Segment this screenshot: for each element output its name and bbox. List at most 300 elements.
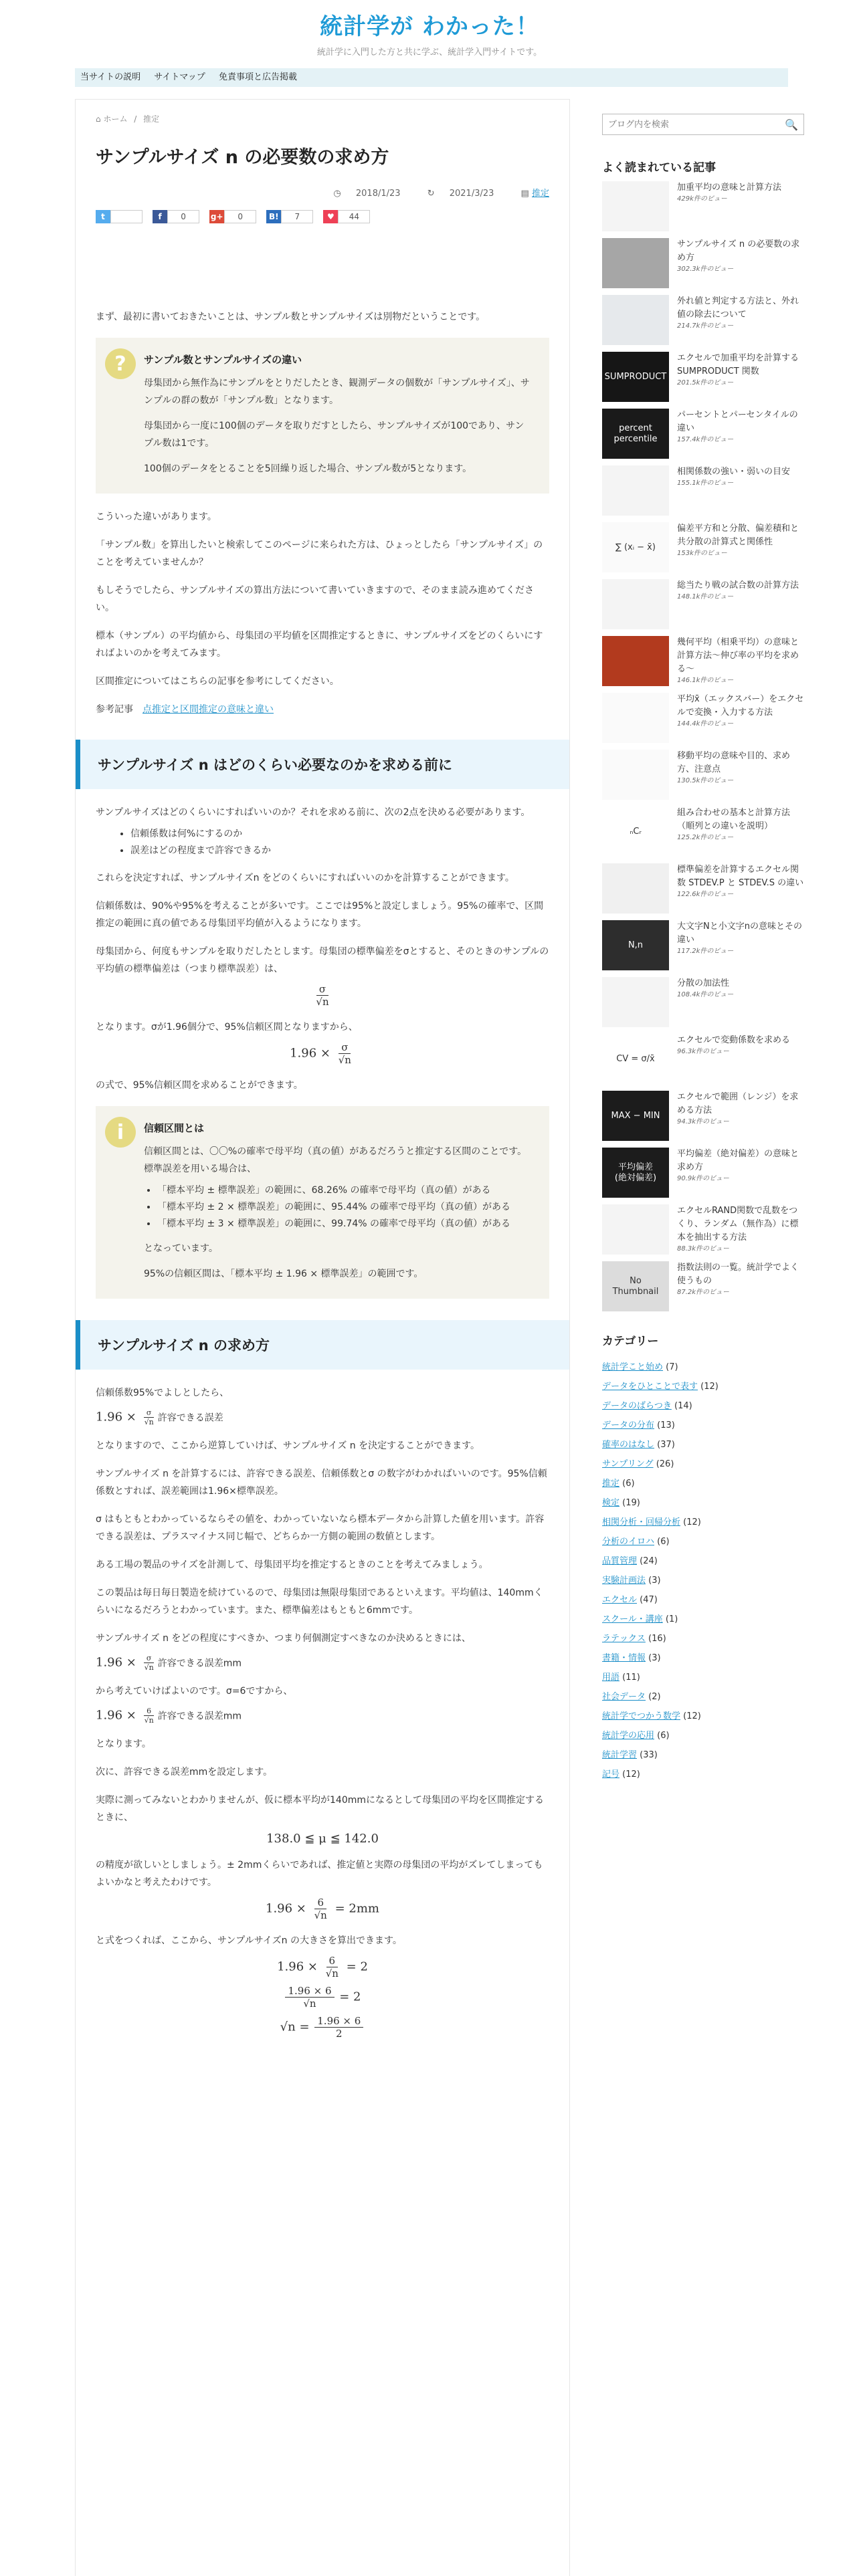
denominator: √n (338, 1054, 351, 1067)
popular-post-text (677, 750, 804, 800)
formula-result: = 2mm (335, 1901, 379, 1916)
paragraph: ある工場の製品のサイズを計測して、母集団平均を推定するときのことを考えてみましょう。 (96, 1560, 488, 1571)
share-googleplus[interactable] (209, 210, 256, 223)
numerator: 6 (144, 1707, 154, 1716)
popular-post-text (677, 409, 804, 459)
paragraph: サンプルサイズはどのくらいにすればいいのか？それを求める前に、次の2点を決める必要があります。 (96, 807, 531, 819)
popular-post-item[interactable] (602, 977, 804, 1027)
fraction (142, 1408, 157, 1426)
post-thumbnail[interactable] (602, 238, 669, 288)
paragraph: サンプルサイズ n をどの程度にすべきか、つまり何個測定すべきなのか決めるときには、 (96, 1633, 471, 1644)
post-thumbnail[interactable]: No Thumbnail (602, 1261, 669, 1311)
denominator: √n (316, 996, 329, 1008)
post-thumbnail[interactable]: CV = σ/x̄ (602, 1034, 669, 1084)
category-link[interactable]: データの分布 (602, 1420, 655, 1430)
paragraph: この製品は毎日毎日製造を続けているので、母集団は無限母集団であるといえます。平均値は、140mmくらいになるだろうとわかっています。また、標準偏差はもともと6mmです。 (96, 1588, 543, 1616)
popular-post-item[interactable] (602, 579, 804, 629)
updated-date (415, 189, 494, 199)
googleplus-icon: g+ (209, 210, 224, 223)
popular-post-title[interactable]: 相関係数の強い・弱いの目安 (677, 467, 791, 477)
info-box-text: 95%の信頼区間は、「標本平均 ± 1.96 × 標準誤差」の範囲です。 (144, 1269, 423, 1280)
numerator: 6 (314, 1897, 326, 1909)
category-item (602, 1648, 804, 1668)
section-heading-1: サンプルサイズ n はどのくらい必要なのかを求める前に (76, 740, 570, 789)
category-item (602, 1610, 804, 1629)
category-link[interactable]: スクール・講座 (602, 1614, 663, 1624)
site-header (0, 0, 859, 66)
popular-post-views: 108.4k件のビュー (677, 991, 734, 998)
nav-sitemap[interactable]: サイトマップ (154, 72, 205, 82)
popular-post-item[interactable] (602, 181, 804, 231)
popular-post-text (677, 1261, 804, 1311)
sidebar (602, 114, 804, 1784)
formula-coefficient: 1.96 × (277, 1959, 318, 1974)
popular-post-item[interactable] (602, 807, 804, 857)
share-twitter-count (110, 210, 142, 223)
denominator: √n (144, 1663, 154, 1673)
share-facebook[interactable] (153, 210, 199, 223)
formula-coefficient: 1.96 × (96, 1655, 136, 1670)
popular-post-views: 130.5k件のビュー (677, 777, 734, 784)
category-item (602, 1590, 804, 1610)
popular-post-title[interactable]: 平均偏差（絶対偏差）の意味と求め方 (677, 1149, 799, 1172)
share-facebook-count: 0 (167, 210, 199, 223)
popular-post-title[interactable]: 平均x̄（エックスバー）をエクセルで変換・入力する方法 (677, 694, 804, 718)
share-pocket-count: 44 (338, 210, 370, 223)
breadcrumb-current: 推定 (143, 114, 160, 124)
question-icon: ? (105, 348, 136, 379)
paragraph: 信頼係数は、90%や95%を考えることが多いです。ここでは95%と設定しましょう。95%の確率で、区間推定の範囲に真の値である母集団平均値が入るようになります。 (96, 901, 544, 930)
formula-2mm (96, 1897, 549, 1921)
popular-post-title[interactable]: 移動平均の意味や目的、求め方、注意点 (677, 751, 791, 774)
category-link[interactable]: 確率のはなし (602, 1440, 655, 1450)
list-item: • 誤差はどの程度まで許容できるか (130, 843, 549, 859)
category-count: (11) (622, 1673, 640, 1683)
paragraph: となります。 (96, 1739, 151, 1750)
category-link[interactable]: データのばらつき (602, 1401, 672, 1411)
post-thumbnail[interactable] (602, 579, 669, 629)
nav-about[interactable]: 当サイトの説明 (80, 72, 141, 82)
category-link[interactable]: ラテックス (602, 1634, 646, 1644)
post-thumbnail[interactable] (602, 863, 669, 914)
formula-196-se (96, 1041, 549, 1066)
nav-disclaimer[interactable]: 免責事項と広告掲載 (218, 72, 297, 82)
popular-post-text (677, 863, 804, 914)
post-thumbnail[interactable] (602, 295, 669, 345)
category-item (602, 1416, 804, 1435)
popular-post-title[interactable]: サンプルサイズ n の必要数の求め方 (677, 239, 800, 263)
updated-date-text: 2021/3/23 (449, 189, 494, 199)
post-thumbnail[interactable]: SUMPRODUCT (602, 352, 669, 402)
category-item (602, 1726, 804, 1745)
breadcrumb-home[interactable]: ホーム (103, 114, 128, 124)
search-input[interactable] (608, 120, 775, 130)
entry-meta (96, 186, 549, 199)
paragraph: 信頼係数95%でよしとしたら、 (96, 1388, 229, 1399)
formula-sigma-six (96, 1707, 549, 1725)
search-icon[interactable]: 🔍 (785, 118, 798, 131)
formula-coefficient: 1.96 × (96, 1410, 136, 1424)
numerator: σ (144, 1654, 155, 1663)
category-item (602, 1513, 804, 1532)
paragraph: 標本（サンプル）の平均値から、母集団の平均値を区間推定するときに、サンプルサイズをどのくらいにすればよいのかを考えてみます。 (96, 631, 543, 659)
search-box (602, 114, 804, 135)
paragraph: 次に、許容できる誤差mmを設定します。 (96, 1767, 273, 1778)
popular-post-title[interactable]: エクセルRAND関数で乱数をつくり、ランダム（無作為）に標本を抽出する方法 (677, 1206, 799, 1243)
facebook-icon: f (153, 210, 167, 223)
share-hatena[interactable] (266, 210, 313, 223)
info-box (96, 1106, 549, 1299)
popular-post-views: 122.6k件のビュー (677, 891, 734, 898)
category-count: (7) (666, 1362, 678, 1372)
popular-post-title[interactable]: 分散の加法性 (677, 978, 730, 988)
category-item (602, 1493, 804, 1513)
popular-posts (602, 158, 804, 1311)
popular-post-item[interactable] (602, 352, 804, 402)
section-heading-2: サンプルサイズ n の求め方 (76, 1320, 570, 1370)
popular-posts-title: よく読まれている記事 (602, 161, 716, 175)
site-description: 統計学に入門した方と共に学ぶ、統計学入門サイトです。 (316, 47, 543, 58)
published-date (321, 189, 400, 199)
home-icon: ⌂ (96, 114, 101, 124)
ad-space (96, 224, 549, 298)
fraction (312, 1897, 330, 1921)
category-item (602, 1532, 804, 1551)
popular-post-text (677, 352, 804, 402)
categories-title: カテゴリー (602, 1335, 659, 1348)
info-box-list (157, 1183, 532, 1232)
category-count: (26) (656, 1459, 674, 1469)
share-googleplus-count: 0 (224, 210, 256, 223)
share-hatena-count: 7 (281, 210, 313, 223)
denominator: √n (314, 1909, 327, 1922)
popular-post-text (677, 1148, 804, 1198)
global-nav (75, 68, 788, 87)
category-link[interactable]: 社会データ (602, 1692, 646, 1702)
popular-post-title[interactable]: パーセントとパーセンタイルの違い (677, 410, 798, 433)
formula-text: 許容できる誤差mm (157, 1711, 242, 1722)
fraction (142, 1654, 157, 1672)
intro-paragraph: まず、最初に書いておきたいことは、サンプル数とサンプルサイズは別物だということです。 (96, 312, 486, 323)
formula-coefficient: 1.96 × (290, 1046, 330, 1061)
category-link[interactable]: 検定 (602, 1498, 620, 1508)
popular-post-views: 214.7k件のビュー (677, 322, 734, 330)
article-main (75, 99, 570, 2576)
category-link[interactable]: 書籍・情報 (602, 1653, 646, 1663)
popular-post-text (677, 295, 804, 345)
share-buttons (96, 209, 549, 224)
denominator: √n (144, 1418, 154, 1427)
popular-post-item[interactable] (602, 1034, 804, 1084)
info-box-text: 信頼区間とは、〇〇%の確率で母平均（真の値）があるだろうと推定する区間のことです。標準誤差を用いる場合は、 (144, 1146, 527, 1175)
popular-post-title[interactable]: 偏差平方和と分散、偏差積和と共分散の計算式と関係性 (677, 524, 799, 547)
post-thumbnail[interactable] (602, 977, 669, 1027)
popular-post-text (677, 920, 804, 970)
category-count: (12) (683, 1517, 701, 1527)
post-thumbnail[interactable] (602, 1204, 669, 1255)
popular-post-item[interactable] (602, 522, 804, 572)
popular-post-text (677, 465, 790, 516)
popular-post-item[interactable] (602, 920, 804, 970)
popular-post-views: 153k件のビュー (677, 550, 727, 557)
popular-post-views: 125.2k件のビュー (677, 834, 734, 841)
popular-post-text (677, 1091, 804, 1141)
category-count: (24) (640, 1556, 658, 1566)
popular-post-text (677, 807, 804, 857)
fraction (285, 1985, 334, 2010)
formula-eq2-combined (96, 1985, 549, 2010)
category-count: (19) (622, 1498, 640, 1508)
post-thumbnail[interactable]: ∑ (xᵢ − x̄) (602, 522, 669, 572)
post-thumbnail[interactable]: 平均偏差 (絶対偏差) (602, 1148, 669, 1198)
popular-post-text (677, 181, 781, 231)
popular-posts-list (602, 181, 804, 1311)
popular-post-title[interactable]: エクセルで範囲（レンジ）を求める方法 (677, 1092, 799, 1115)
popular-post-text (677, 693, 804, 743)
question-box-text: 母集団から一度に100個のデータを取りだすとしたら、サンプルサイズが100であり、サンプル数は1です。 (144, 421, 524, 449)
formula-range: 138.0 ≦ μ ≦ 142.0 (266, 1832, 379, 1846)
category-link[interactable]: データをひとことで表す (602, 1382, 698, 1392)
numerator: 1.96 × 6 (285, 1985, 334, 1998)
popular-post-text (677, 1204, 804, 1255)
category-item (602, 1358, 804, 1377)
popular-post-views: 87.2k件のビュー (677, 1289, 730, 1296)
hatena-icon: B! (266, 210, 281, 223)
post-thumbnail[interactable]: ₙCᵣ (602, 807, 669, 857)
category-link[interactable]: 分析のイロハ (602, 1537, 655, 1547)
post-thumbnail[interactable] (602, 750, 669, 800)
formula-sqrt-n: √n = $\frac{1.96 \times 6}{2}$ (96, 2015, 549, 2040)
fraction (313, 983, 331, 1008)
popular-post-item[interactable] (602, 465, 804, 516)
categories (602, 1331, 804, 1784)
post-thumbnail[interactable] (602, 465, 669, 516)
paragraph: これらを決定すれば、サンプルサイズn をどのくらいにすればいいのかを計算することができます。 (96, 873, 514, 884)
category-link[interactable]: 統計学でつかう数学 (602, 1711, 681, 1721)
category-link[interactable]: 統計学こと始め (602, 1362, 664, 1372)
paragraph: サンプルサイズ n を計算するには、許容できる誤差、信頼係数とσ の数字がわかればいいのです。95%信頼係数とすれば、誤差範囲は1.96×標準誤差。 (96, 1469, 547, 1497)
popular-post-title[interactable]: 幾何平均（相乗平均）の意味と計算方法〜伸び率の平均を求める〜 (677, 637, 799, 674)
popular-post-item[interactable] (602, 409, 804, 459)
reference-label: 参考記事 (96, 704, 133, 716)
category-item (602, 1687, 804, 1707)
formula-result: = 2 (346, 1959, 368, 1974)
popular-post-views: 117.2k件のビュー (677, 948, 734, 955)
popular-post-title[interactable]: 指数法則の一覧。統計学でよく使うもの (677, 1263, 799, 1286)
paragraph: 区間推定についてはこちらの記事を参考にしてください。 (96, 676, 339, 687)
post-thumbnail[interactable] (602, 693, 669, 743)
formula-coefficient: 1.96 × (96, 1708, 136, 1723)
popular-post-item[interactable] (602, 1148, 804, 1198)
category-item (602, 1551, 804, 1571)
category-item (602, 1396, 804, 1416)
question-box (96, 338, 549, 494)
paragraph: となりますので、ここから逆算していけば、サンプルサイズ n を決定することができます。 (96, 1440, 480, 1452)
popular-post-views: 94.3k件のビュー (677, 1118, 730, 1125)
popular-post-views: 148.1k件のビュー (677, 593, 734, 601)
category-link[interactable]: 記号 (602, 1769, 620, 1780)
fraction (142, 1707, 157, 1725)
list-item: • 「標本平均 ± 3 × 標準誤差」の範囲に、99.74% の確率で母平均（真の値）がある (157, 1216, 532, 1232)
popular-post-text (677, 579, 799, 629)
post-thumbnail[interactable] (602, 181, 669, 231)
share-pocket[interactable] (323, 210, 370, 223)
popular-post-item[interactable] (602, 863, 804, 914)
category-count: (6) (657, 1537, 670, 1547)
category-count: (13) (657, 1420, 675, 1430)
category-link[interactable]: 実験計画法 (602, 1576, 646, 1586)
popular-post-views: 201.5k件のビュー (677, 379, 734, 387)
category-count: (3) (648, 1576, 661, 1586)
share-twitter[interactable] (96, 210, 142, 223)
info-icon: i (105, 1117, 136, 1148)
post-thumbnail[interactable]: MAX − MIN (602, 1091, 669, 1141)
category-link[interactable]: 統計学習 (602, 1750, 638, 1760)
popular-post-title[interactable]: エクセルで変動係数を求める (677, 1035, 791, 1045)
category-count: (12) (683, 1711, 701, 1721)
entry-category-link[interactable]: 推定 (531, 189, 549, 199)
category-item (602, 1629, 804, 1648)
reference-line (96, 701, 549, 718)
category-count: (6) (657, 1731, 670, 1741)
formula-result: = 2 (339, 1990, 361, 2004)
paragraph: 母集団から、何度もサンプルを取りだしたとします。母集団の標準偏差をσとすると、そのときのサンプルの平均値の標準偏差は（つまり標準誤差）は、 (96, 946, 549, 975)
popular-post-item[interactable] (602, 238, 804, 288)
formula-coefficient: 1.96 × (266, 1901, 306, 1916)
question-box-title: サンプル数とサンプルサイズの違い (144, 354, 302, 366)
popular-post-text (677, 522, 804, 572)
category-count: (47) (640, 1595, 658, 1605)
list-item: • 信頼係数は何%にするのか (130, 827, 549, 842)
category-link[interactable]: 品質管理 (602, 1556, 638, 1566)
popular-post-title[interactable]: 加重平均の意味と計算方法 (677, 183, 782, 193)
info-box-text: となっています。 (144, 1243, 218, 1255)
category-item (602, 1765, 804, 1784)
category-count: (33) (640, 1750, 658, 1760)
paragraph: となります。σが1.96個分で、95%信頼区間となりますから、 (96, 1022, 358, 1033)
category-item (602, 1435, 804, 1455)
pocket-icon: ♥ (323, 210, 338, 223)
popular-post-text (677, 1034, 790, 1084)
popular-post-views: 146.1k件のビュー (677, 677, 734, 684)
requirements-list (130, 827, 549, 859)
popular-post-item[interactable] (602, 1204, 804, 1255)
sqrt-n-label: √n (280, 2020, 296, 2034)
paragraph: 実際に測ってみないとわかりませんが、仮に標本平均が140mmになるとして母集団の平均を区間推定するときに、 (96, 1795, 544, 1824)
category-count: (16) (648, 1634, 666, 1644)
category-count: (2) (648, 1692, 661, 1702)
fraction (336, 1041, 354, 1066)
site-title[interactable]: 統計学が わかった！ (320, 13, 539, 40)
paragraph: 「サンプル数」を算出したいと検索してこのページに来られた方は、ひょっとしたら「サンプルサイズ」のことを考えていませんか？ (96, 540, 543, 568)
page-title: サンプルサイズ n の必要数の求め方 (96, 147, 389, 168)
popular-post-views: 88.3k件のビュー (677, 1245, 730, 1253)
published-date-text: 2018/1/23 (355, 189, 401, 199)
category-list (602, 1358, 804, 1784)
category-link[interactable]: 相関分析・回帰分析 (602, 1517, 681, 1527)
popular-post-views: 96.3k件のビュー (677, 1048, 730, 1055)
numerator: σ (144, 1408, 155, 1418)
reference-link[interactable]: 点推定と区間推定の意味と違い (142, 704, 274, 716)
category-count: (6) (622, 1479, 635, 1489)
popular-post-item[interactable] (602, 693, 804, 743)
paragraph: の精度が欲しいとしましょう。± 2mmくらいであれば、推定値と実際の母集団の平均がズレてしまってもよいかなと考えたわけです。 (96, 1860, 543, 1889)
formula-eq2 (96, 1955, 549, 1979)
popular-post-item[interactable] (602, 1091, 804, 1141)
popular-post-title[interactable]: エクセルで加重平均を計算する SUMPRODUCT 関数 (677, 353, 799, 377)
formula-allowable-error-mm (96, 1654, 549, 1672)
fraction (314, 2015, 363, 2040)
category-link[interactable]: 推定 (602, 1479, 620, 1489)
formula-text: 許容できる誤差mm (157, 1658, 242, 1669)
denominator: √n (144, 1716, 154, 1725)
numerator: σ (316, 983, 328, 996)
numerator: σ (339, 1041, 351, 1054)
category-link[interactable]: エクセル (602, 1595, 638, 1605)
denominator: √n (325, 1967, 339, 1980)
clock-icon: ◷ (333, 189, 341, 199)
category-link[interactable]: 用語 (602, 1673, 620, 1683)
category-item (602, 1745, 804, 1765)
popular-post-item[interactable] (602, 750, 804, 800)
popular-post-views: 90.9k件のビュー (677, 1175, 730, 1182)
category-count: (12) (700, 1382, 719, 1392)
category-item (602, 1474, 804, 1493)
popular-post-views: 155.1k件のビュー (677, 479, 734, 487)
popular-post-title[interactable]: 総当たり戦の試合数の計算方法 (677, 580, 799, 591)
popular-post-title[interactable]: 大文字Nと小文字nの意味とその違い (677, 922, 802, 945)
breadcrumb (96, 113, 549, 124)
popular-post-title[interactable]: 外れ値と判定する方法と、外れ値の除去について (677, 296, 799, 320)
paragraph: から考えていけばよいのです。σ=6ですから、 (96, 1686, 293, 1697)
numerator: 1.96 × 6 (314, 2015, 363, 2028)
formula-allowable-error (96, 1408, 549, 1426)
category-link[interactable]: 統計学の応用 (602, 1731, 655, 1741)
numerator: 6 (326, 1955, 339, 1967)
fraction (323, 1955, 341, 1979)
refresh-icon: ↻ (427, 189, 435, 199)
paragraph: の式で、95%信頼区間を求めることができます。 (96, 1080, 303, 1091)
category-count: (37) (657, 1440, 675, 1450)
formula-standard-error (96, 983, 549, 1008)
popular-post-item[interactable] (602, 1261, 804, 1311)
entry-category (509, 189, 549, 199)
paragraph: と式をつくれば、ここから、サンプルサイズn の大きさを算出できます。 (96, 1935, 402, 1947)
category-count: (14) (674, 1401, 692, 1411)
category-item (602, 1707, 804, 1726)
category-count: (12) (622, 1769, 640, 1780)
category-count: (3) (648, 1653, 661, 1663)
popular-post-views: 302.3k件のビュー (677, 265, 734, 273)
post-thumbnail[interactable] (602, 636, 669, 686)
popular-post-title[interactable]: 標準偏差を計算するエクセル関数 STDEV.P と STDEV.S の違い (677, 865, 804, 888)
post-thumbnail[interactable]: percent percentile (602, 409, 669, 459)
popular-post-text (677, 238, 804, 288)
popular-post-item[interactable] (602, 636, 804, 686)
category-link[interactable]: サンプリング (602, 1459, 654, 1469)
post-thumbnail[interactable]: N,n (602, 920, 669, 970)
popular-post-title[interactable]: 組み合わせの基本と計算方法（順列との違いを説明） (677, 808, 791, 831)
popular-post-text (677, 977, 733, 1027)
question-box-text: 母集団から無作為にサンプルをとりだしたとき、観測データの個数が「サンプルサイズ」、サンプルの群の数が「サンプル数」となります。 (144, 378, 530, 407)
popular-post-views: 157.4k件のビュー (677, 436, 734, 443)
category-item (602, 1668, 804, 1687)
paragraph: もしそうでしたら、サンプルサイズの算出方法について書いていきますので、そのまま読み進めてください。 (96, 585, 535, 614)
category-count: (1) (665, 1614, 678, 1624)
popular-post-item[interactable] (602, 295, 804, 345)
paragraph: σ はもともとわかっているならその値を、わかっていないなら標本データから計算した値を用います。許容できる誤差は、プラスマイナス同じ幅で、どちらか一方側の範囲の数値とします。 (96, 1514, 545, 1543)
breadcrumb-separator: / (134, 114, 137, 124)
